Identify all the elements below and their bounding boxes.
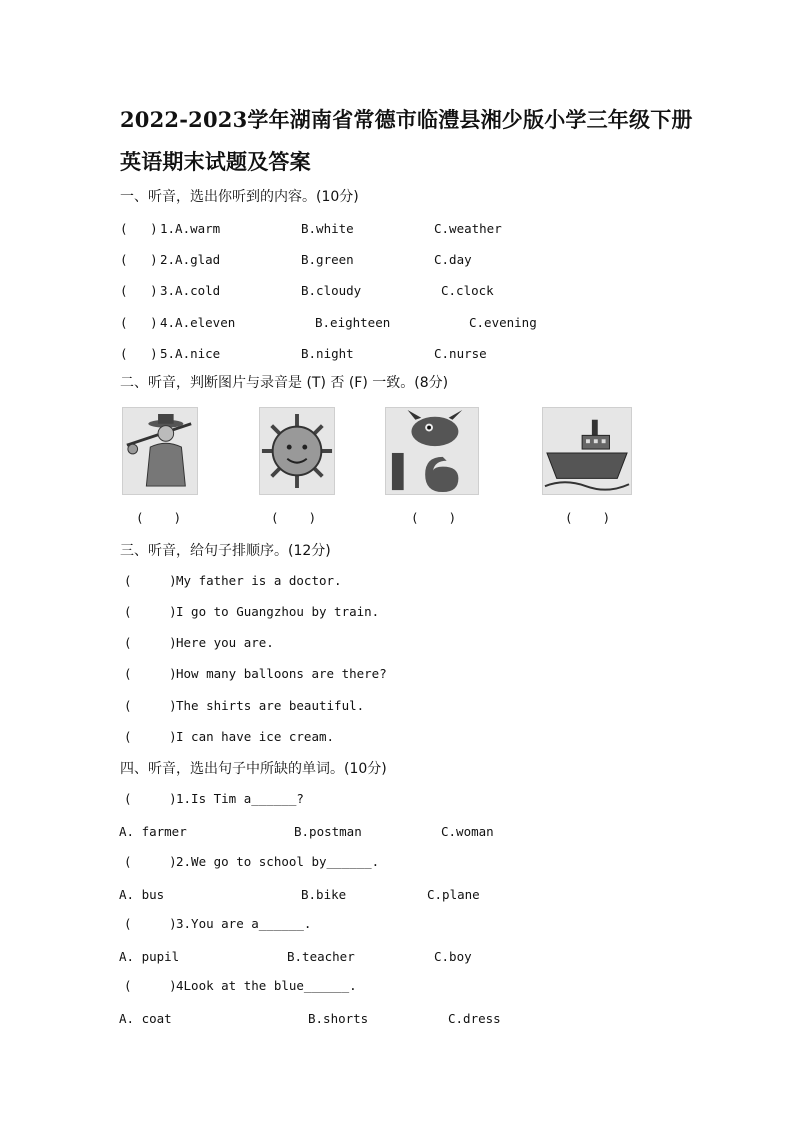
section3-heading: 三、听音，给句子排顺序。(12分): [120, 543, 331, 559]
order-paren: ( ): [124, 698, 177, 713]
answer-paren: ( ): [120, 315, 158, 330]
item-option-a: 4.A.eleven: [160, 315, 236, 330]
item-option-c: C.nurse: [434, 346, 487, 361]
picture-answer-paren: ( ): [565, 510, 611, 525]
order-paren: ( ): [124, 573, 177, 588]
sentence-text: I go to Guangzhou by train.: [176, 604, 380, 619]
option-c: C.boy: [434, 949, 472, 964]
exam-title-line2: 英语期末试题及答案: [120, 149, 311, 174]
item-option-c: C.evening: [469, 315, 537, 330]
answer-paren: ( ): [120, 252, 158, 267]
option-a: A. pupil: [119, 949, 180, 964]
item-option-b: B.eighteen: [315, 315, 391, 330]
option-a: A. bus: [119, 887, 165, 902]
answer-paren: ( ): [120, 221, 158, 236]
sentence-text: The shirts are beautiful.: [176, 698, 365, 713]
item-option-a: 1.A.warm: [160, 221, 221, 236]
section2-heading: 二、听音，判断图片与录音是 (T) 否 (F) 一致。(8分): [120, 375, 449, 391]
item-option-a: 3.A.cold: [160, 283, 221, 298]
cow-sixteen-picture: [385, 407, 479, 495]
ship-picture: [542, 407, 632, 495]
farmer-picture: [122, 407, 198, 495]
question-paren: ( ): [124, 978, 177, 993]
sentence-text: How many balloons are there?: [176, 666, 387, 681]
item-option-b: B.green: [301, 252, 354, 267]
item-option-a: 5.A.nice: [160, 346, 221, 361]
picture-answer-paren: ( ): [136, 510, 182, 525]
option-c: C.woman: [441, 824, 494, 839]
item-option-c: C.weather: [434, 221, 502, 236]
item-option-b: B.cloudy: [301, 283, 362, 298]
sentence-text: My father is a doctor.: [176, 573, 342, 588]
option-c: C.dress: [448, 1011, 501, 1026]
option-a: A. farmer: [119, 824, 187, 839]
order-paren: ( ): [124, 604, 177, 619]
item-option-b: B.white: [301, 221, 354, 236]
question-text: 3.You are a______.: [176, 916, 312, 931]
order-paren: ( ): [124, 729, 177, 744]
option-c: C.plane: [427, 887, 480, 902]
sentence-text: Here you are.: [176, 635, 274, 650]
item-option-a: 2.A.glad: [160, 252, 221, 267]
question-paren: ( ): [124, 854, 177, 869]
answer-paren: ( ): [120, 283, 158, 298]
answer-paren: ( ): [120, 346, 158, 361]
option-b: B.teacher: [287, 949, 355, 964]
section1-heading: 一、听音，选出你听到的内容。(10分): [120, 189, 359, 205]
option-b: B.postman: [294, 824, 362, 839]
order-paren: ( ): [124, 635, 177, 650]
option-b: B.shorts: [308, 1011, 369, 1026]
section4-heading: 四、听音，选出句子中所缺的单词。(10分): [120, 761, 387, 777]
option-a: A. coat: [119, 1011, 172, 1026]
question-paren: ( ): [124, 916, 177, 931]
item-option-c: C.clock: [441, 283, 494, 298]
question-text: 2.We go to school by______.: [176, 854, 380, 869]
exam-title-line1: 2022-2023学年湖南省常德市临澧县湘少版小学三年级下册: [120, 107, 693, 132]
question-paren: ( ): [124, 791, 177, 806]
picture-answer-paren: ( ): [411, 510, 457, 525]
order-paren: ( ): [124, 666, 177, 681]
question-text: 1.Is Tim a______?: [176, 791, 304, 806]
question-text: 4Look at the blue______.: [176, 978, 357, 993]
sun-picture: [259, 407, 335, 495]
item-option-b: B.night: [301, 346, 354, 361]
sentence-text: I can have ice cream.: [176, 729, 335, 744]
picture-answer-paren: ( ): [271, 510, 317, 525]
item-option-c: C.day: [434, 252, 472, 267]
option-b: B.bike: [301, 887, 347, 902]
